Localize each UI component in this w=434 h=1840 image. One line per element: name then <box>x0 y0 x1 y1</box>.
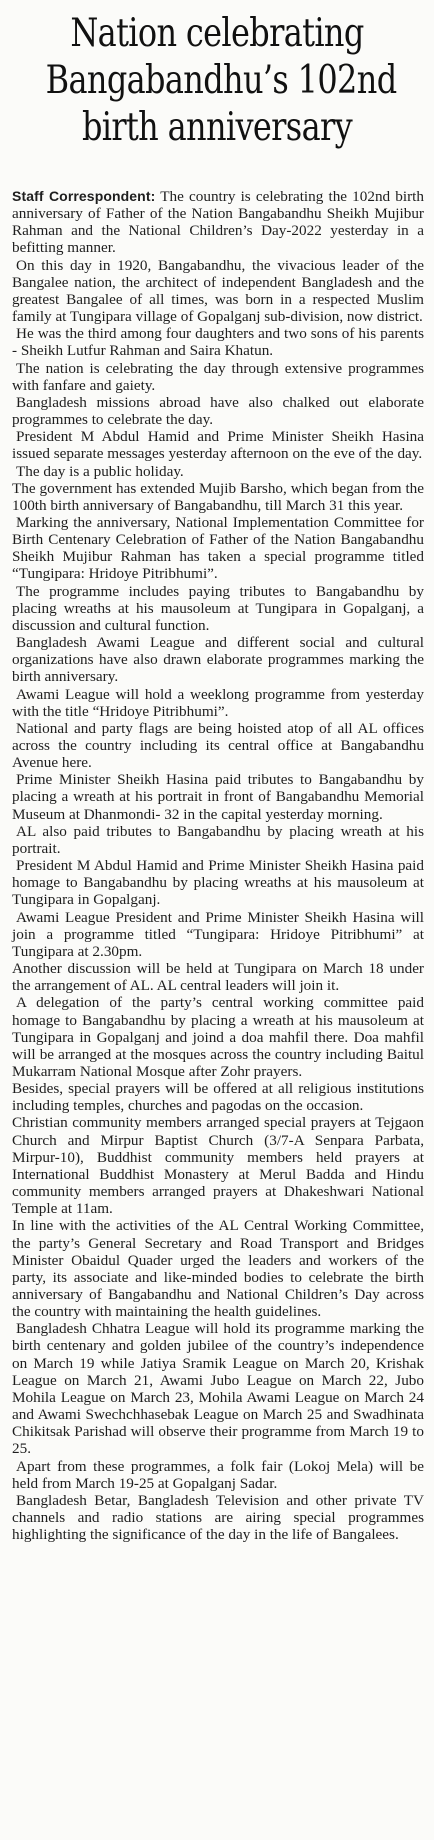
paragraph: Besides, special prayers will be offered at all religious institutions including temples, churches and pagodas on the occasion. <box>12 1080 424 1115</box>
paragraph: Bangladesh Awami League and different social and cultural organizations have also drawn elaborate programmes marking the birth anniversary. <box>12 634 424 686</box>
paragraph: The nation is celebrating the day through extensive programmes with fanfare and gaiety. <box>12 359 424 394</box>
lead-text: The country is celebrating the 102nd birth anniversary of Father of the Nation Bangabandhu Sheikh Mujibur Rahman and the National Children’s Day-2022 yesterday in a befitting manner. <box>12 188 424 257</box>
paragraph: President M Abdul Hamid and Prime Minister Sheikh Hasina issued separate messages yesterday afternoon on the eve of the day. <box>12 428 424 463</box>
paragraph: In line with the activities of the AL Central Working Committee, the party’s General Secretary and Road Transport and Bridges Minister Obaidul Quader urged the leaders and workers of the party, its associate and like-minded bodies to celebrate the birth anniversary of Bangabandhu and National Children’s Day across the country with maintaining the health guidelines. <box>12 1217 424 1321</box>
paragraph: He was the third among four daughters and two sons of his parents - Sheikh Lutfur Rahman and Saira Khatun. <box>12 325 424 360</box>
headline-line: Bangabandhu’s 102nd <box>45 58 397 103</box>
paragraph: Bangladesh Chhatra League will hold its programme marking the birth centenary and golden jubilee of the country’s independence on March 19 while Jatiya Sramik League on March 20, Krishak League on March 21, Awami Jubo League on March 22, Jubo Mohila League on March 23, Mohila Awami League on March 24 and Awami Swechchhasebak League on March 25 and Swadhinata Chikitsak Parishad will observe their programme from March 19 to 25. <box>12 1320 424 1458</box>
headline <box>45 10 397 151</box>
paragraph: Christian community members arranged special prayers at Tejgaon Church and Mirpur Baptist Church (3/7-A Senpara Parbata, Mirpur-10), Buddhist community members held prayers at International Buddhist Monastery at Merul Badda and Hindu community members arranged prayers at Dhakeshwari National Temple at 11am. <box>12 1114 424 1218</box>
paragraph: Bangladesh Betar, Bangladesh Television and other private TV channels and radio stations are airing special programmes highlighting the significance of the day in the life of Bangalees. <box>12 1491 424 1544</box>
paragraph: Awami League will hold a weeklong programme from yesterday with the title “Hridoye Pitribhumi”. <box>12 685 424 720</box>
paragraph: The government has extended Mujib Barsho, which began from the 100th birth anniversary of Bangabandhu, till March 31 this year. <box>12 479 424 514</box>
paragraph: On this day in 1920, Bangabandhu, the vivacious leader of the Bangalee nation, the architect of independent Bangladesh and the greatest Bangalee of all times, was born in a respected Muslim family at Tungipara village of Gopalganj sub-division, now district. <box>12 256 424 326</box>
article-body <box>12 188 424 1543</box>
headline-line: Nation celebrating <box>70 11 364 56</box>
paragraph: AL also paid tributes to Bangabandhu by placing wreath at his portrait. <box>12 822 424 857</box>
headline-line: birth anniversary <box>81 105 353 150</box>
paragraph: President M Abdul Hamid and Prime Minister Sheikh Hasina paid homage to Bangabandhu by placing wreaths at his mausoleum at Tungipara in Gopalganj. <box>12 857 424 909</box>
paragraph: Prime Minister Sheikh Hasina paid tributes to Bangabandhu by placing a wreath at his portrait in front of Bangabandhu Memorial Museum at Dhanmondi- 32 in the capital yesterday morning. <box>12 771 424 823</box>
paragraph: National and party flags are being hoisted atop of all AL offices across the country including its central office at Bangabandhu Avenue here. <box>12 719 424 772</box>
paragraph: Bangladesh missions abroad have also chalked out elaborate programmes to celebrate the day. <box>12 393 424 429</box>
paragraph: A delegation of the party’s central working committee paid homage to Bangabandhu by placing a wreath at his mausoleum at Tungipara in Gopalganj and joind a doa mahfil there. Doa mahfil will be arranged at the mosques across the country including Baitul Mukarram National Mosque after Zohr prayers. <box>12 994 424 1080</box>
paragraph: Marking the anniversary, National Implementation Committee for Birth Centenary Celebration of Father of the Nation Bangabandhu Sheikh Mujibur Rahman has taken a special programme titled “Tungipara: Hridoye Pitribhumi”. <box>12 513 424 583</box>
paragraph: Awami League President and Prime Minister Sheikh Hasina will join a programme titled “Tungipara: Hridoye Pitribhumi” at Tungipara at 2.30pm. <box>12 908 424 960</box>
lead-paragraph <box>12 188 424 257</box>
byline: Staff Correspondent: <box>12 188 156 204</box>
paragraph: The day is a public holiday. <box>16 462 184 480</box>
paragraph: Another discussion will be held at Tungipara on March 18 under the arrangement of AL. AL central leaders will join it. <box>12 960 424 995</box>
paragraph: The programme includes paying tributes to Bangabandhu by placing wreaths at his mausoleum at Tungipara in Gopalganj, a discussion and cultural function. <box>12 582 424 634</box>
paragraph: Apart from these programmes, a folk fair (Lokoj Mela) will be held from March 19-25 at Gopalganj Sadar. <box>12 1457 424 1492</box>
